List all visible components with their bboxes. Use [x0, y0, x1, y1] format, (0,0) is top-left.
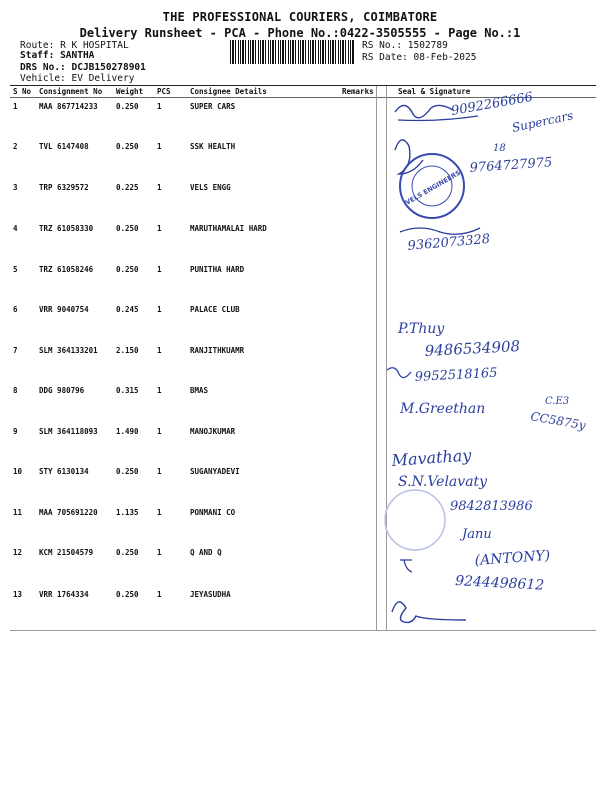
row-weight: 0.250	[116, 467, 139, 476]
route-label: Route:	[20, 40, 55, 51]
row-weight: 0.250	[116, 590, 139, 599]
stamp-text: VELS ENGINEERS	[404, 168, 462, 207]
handwritten-name: P.Thuy	[398, 321, 445, 337]
rs-no-label: RS No.:	[362, 40, 403, 51]
row-sno: 2	[13, 142, 18, 151]
route-value: R K HOSPITAL	[60, 40, 129, 51]
row-weight: 1.490	[116, 427, 139, 436]
row-sno: 5	[13, 265, 18, 274]
row-sno: 13	[13, 590, 23, 599]
staff-label: Staff:	[20, 50, 55, 61]
col-consignment: Consignment No	[39, 87, 103, 96]
row-consignee: Q AND Q	[190, 548, 222, 557]
row-pcs: 1	[157, 142, 162, 151]
row-consignment: TRZ 61058330	[39, 224, 94, 233]
row-consignment: TRZ 61058246	[39, 265, 94, 274]
row-consignee: SUPER CARS	[190, 102, 236, 111]
handwritten-phone: 9244498612	[454, 573, 545, 594]
row-consignment: KCM 21504579	[39, 548, 94, 557]
row-consignment: SLM 364133201	[39, 346, 98, 355]
col-remarks: Remarks	[342, 87, 374, 96]
staff-value: SANTHA	[60, 50, 95, 61]
row-consignee: VELS ENGG	[190, 183, 231, 192]
row-pcs: 1	[157, 590, 162, 599]
row-consignee: SUGANYADEVI	[190, 467, 240, 476]
signature-scribble	[398, 116, 478, 121]
row-sno: 11	[13, 508, 23, 517]
row-pcs: 1	[157, 386, 162, 395]
faint-stamp	[385, 490, 445, 550]
signature-scribble	[387, 368, 411, 378]
vehicle-label: Vehicle:	[20, 73, 66, 84]
row-weight: 0.250	[116, 142, 139, 151]
row-sno: 7	[13, 346, 18, 355]
row-sno: 6	[13, 305, 18, 314]
handwritten-phone: 9362073328	[407, 231, 491, 254]
handwritten-name: M.Greethan	[400, 401, 486, 417]
row-pcs: 1	[157, 265, 162, 274]
row-sno: 10	[13, 467, 23, 476]
rs-date-label: RS Date:	[362, 52, 408, 63]
row-pcs: 1	[157, 102, 162, 111]
rs-date-value: 08-Feb-2025	[413, 52, 477, 63]
company-stamp	[400, 154, 464, 218]
row-weight: 0.250	[116, 265, 139, 274]
row-pcs: 1	[157, 548, 162, 557]
handwritten-name: Mavathay	[390, 445, 472, 470]
handwritten-phone: 9764727975	[469, 155, 553, 176]
row-consignment: STY 6130134	[39, 467, 89, 476]
row-consignment: SLM 364118093	[39, 427, 98, 436]
row-consignee: MARUTHAMALAI HARD	[190, 224, 267, 233]
row-consignment: MAA 705691220	[39, 508, 98, 517]
handwritten-note: C.E3	[545, 396, 570, 407]
row-consignment: VRR 9040754	[39, 305, 89, 314]
runsheet-title: Delivery Runsheet - PCA - Phone No.:0422-3505555 - Page No.:1	[79, 26, 521, 40]
row-sno: 9	[13, 427, 18, 436]
signature-scribble	[392, 602, 466, 623]
row-pcs: 1	[157, 508, 162, 517]
row-consignee: PUNITHA HARD	[190, 265, 245, 274]
row-sno: 3	[13, 183, 18, 192]
row-pcs: 1	[157, 183, 162, 192]
col-sno: S No	[13, 87, 32, 96]
col-consignee: Consignee Details	[190, 87, 267, 96]
row-pcs: 1	[157, 427, 162, 436]
row-weight: 0.225	[116, 183, 139, 192]
row-sno: 8	[13, 386, 18, 395]
row-pcs: 1	[157, 467, 162, 476]
row-consignee: RANJITHKUAMR	[190, 346, 245, 355]
signature-scribble	[400, 560, 412, 572]
row-consignee: PONMANI CO	[190, 508, 236, 517]
row-consignee: JEYASUDHA	[190, 590, 231, 599]
drs-label: DRS No.:	[20, 62, 66, 73]
row-sno: 1	[13, 102, 18, 111]
handwritten-name: Janu	[462, 527, 492, 542]
handwritten-note: 18	[493, 143, 506, 154]
row-pcs: 1	[157, 224, 162, 233]
row-consignment: DDG 980796	[39, 386, 85, 395]
handwritten-phone: 9092266666	[450, 89, 535, 119]
col-seal: Seal & Signature	[398, 87, 471, 96]
signature-scribble	[395, 105, 453, 117]
row-weight: 0.250	[116, 102, 139, 111]
vehicle-value: EV Delivery	[71, 73, 135, 84]
drs-value: DCJB150278901	[71, 62, 146, 73]
col-pcs: PCS	[157, 87, 171, 96]
handwritten-name: S.N.Velavaty	[398, 474, 488, 490]
handwritten-phone: 9842813986	[450, 499, 533, 514]
handwritten-phone: 9952518165	[414, 365, 498, 385]
row-weight: 0.250	[116, 548, 139, 557]
handwritten-phone: 9486534908	[424, 337, 521, 360]
handwritten-name: Supercars	[510, 108, 575, 135]
row-pcs: 1	[157, 305, 162, 314]
row-consignee: BMAS	[190, 386, 209, 395]
row-consignee: MANOJKUMAR	[190, 427, 236, 436]
company-name: THE PROFESSIONAL COURIERS, COIMBATORE	[162, 10, 438, 24]
handwritten-name: (ANTONY)	[474, 547, 551, 569]
row-weight: 1.135	[116, 508, 139, 517]
row-weight: 2.150	[116, 346, 139, 355]
row-consignee: SSK HEALTH	[190, 142, 236, 151]
row-weight: 0.250	[116, 224, 139, 233]
col-weight: Weight	[116, 87, 144, 96]
handwritten-note: CC5875y	[529, 409, 587, 433]
row-consignment: VRR 1764334	[39, 590, 89, 599]
row-consignment: TVL 6147408	[39, 142, 89, 151]
row-consignment: MAA 867714233	[39, 102, 98, 111]
rs-no-value: 1502789	[407, 40, 448, 51]
row-weight: 0.245	[116, 305, 139, 314]
row-pcs: 1	[157, 346, 162, 355]
row-sno: 4	[13, 224, 18, 233]
row-weight: 0.315	[116, 386, 139, 395]
row-consignment: TRP 6329572	[39, 183, 89, 192]
row-sno: 12	[13, 548, 23, 557]
row-consignee: PALACE CLUB	[190, 305, 240, 314]
